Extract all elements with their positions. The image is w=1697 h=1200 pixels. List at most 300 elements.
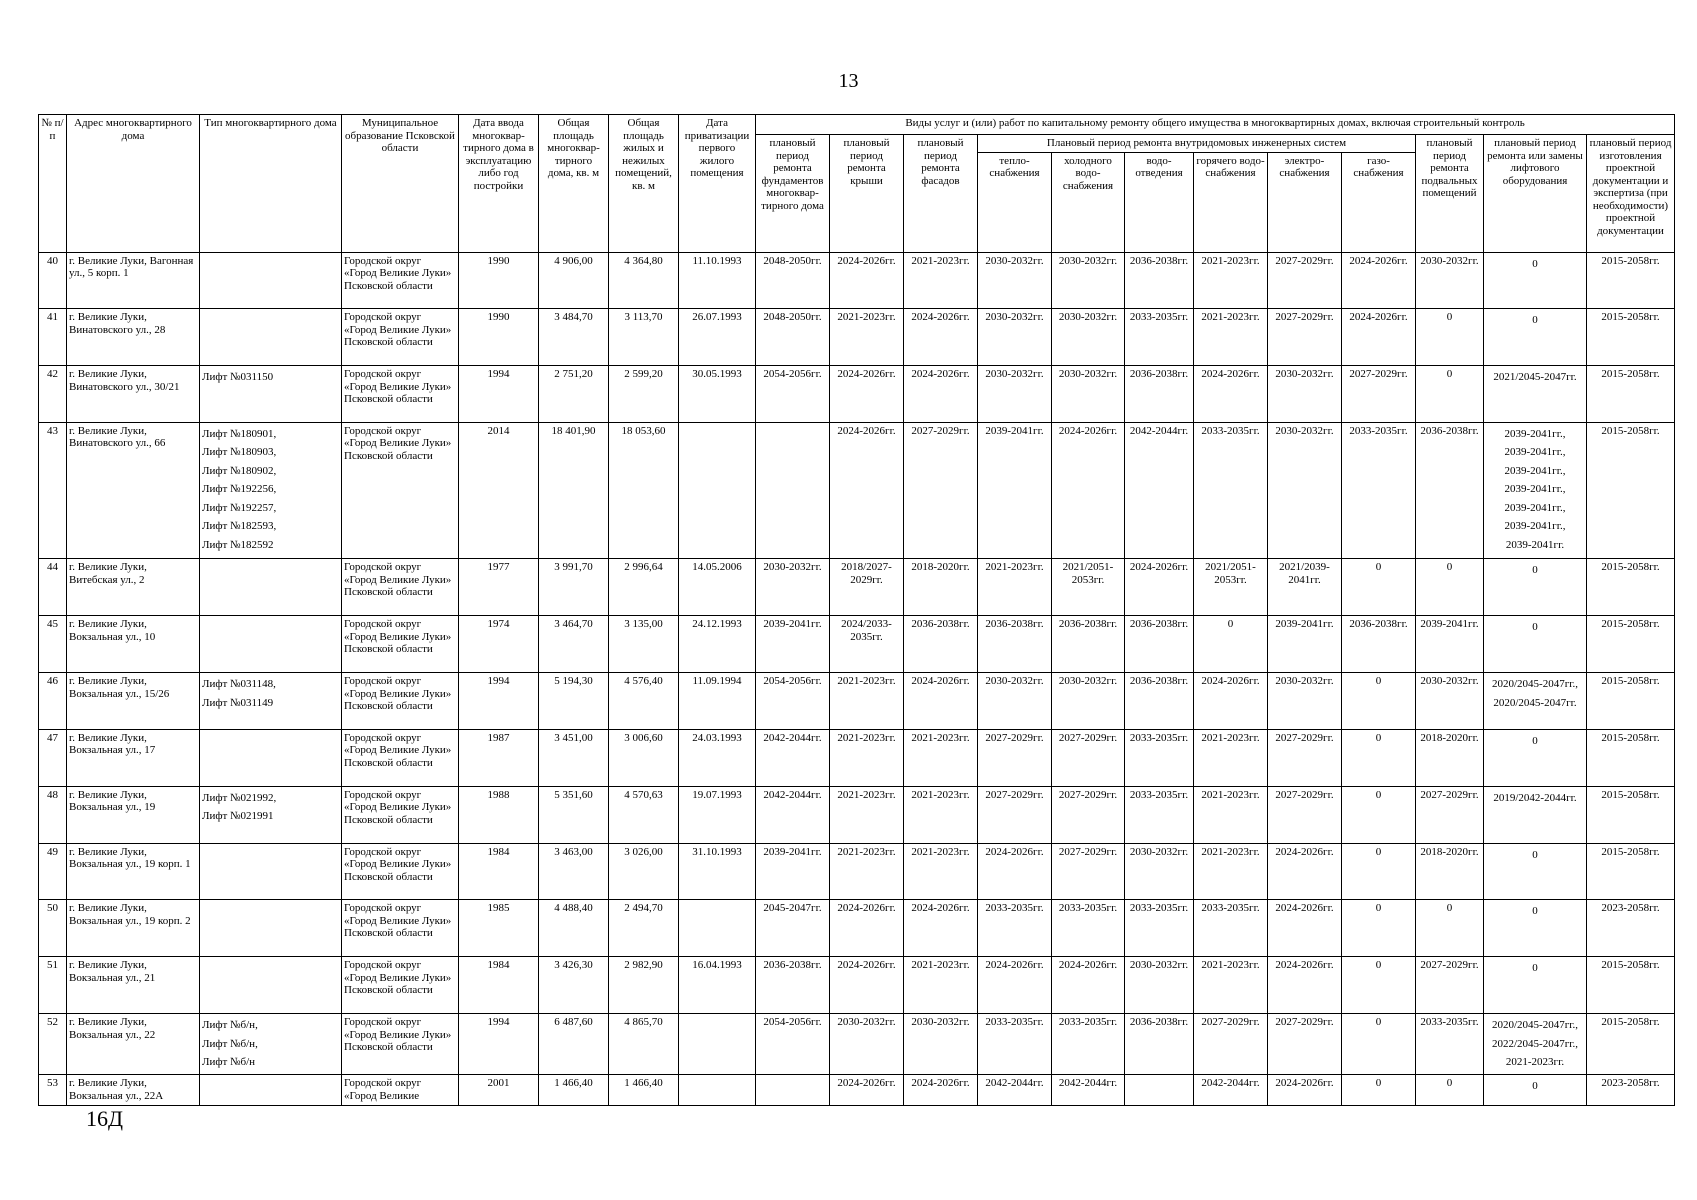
cold-water-period-cell: 2042-2044гг. (1052, 1075, 1125, 1106)
basement-period-cell: 2027-2029гг. (1416, 786, 1484, 843)
hot-water-period-cell: 2021-2023гг. (1194, 843, 1268, 900)
foundation-period-cell (756, 1075, 830, 1106)
cold-water-period-cell: 2021/2051-2053гг. (1052, 559, 1125, 616)
total-area-cell: 4 488,40 (539, 900, 609, 957)
address-cell: г. Великие Луки, Витебская ул., 2 (67, 559, 200, 616)
address-cell: г. Великие Луки, Вокзальная ул., 15/26 (67, 673, 200, 730)
cold-water-period-cell: 2030-2032гг. (1052, 309, 1125, 366)
cell-line: 2022/2045-2047гг., (1491, 1037, 1578, 1050)
table-row (39, 616, 1675, 673)
cell-line: 0 (1532, 257, 1538, 270)
design-period-cell: 2023-2058гг. (1587, 900, 1675, 957)
heat-supply-period-cell: 2030-2032гг. (978, 366, 1052, 423)
header-type: Тип многоквартирного дома (200, 115, 342, 253)
table-row (39, 422, 1675, 558)
total-area-cell: 1 466,40 (539, 1075, 609, 1106)
basement-period-cell: 0 (1416, 900, 1484, 957)
cold-water-period-cell: 2030-2032гг. (1052, 673, 1125, 730)
gas-period-cell: 0 (1342, 559, 1416, 616)
facade-period-cell: 2021-2023гг. (904, 843, 978, 900)
design-period-cell: 2015-2058гг. (1587, 422, 1675, 558)
commission-year-cell: 1985 (459, 900, 539, 957)
electric-period-cell: 2024-2026гг. (1268, 957, 1342, 1014)
design-period-cell: 2015-2058гг. (1587, 673, 1675, 730)
foundation-period-cell: 2042-2044гг. (756, 729, 830, 786)
roof-period-cell: 2024-2026гг. (830, 1075, 904, 1106)
facade-period-cell: 2024-2026гг. (904, 309, 978, 366)
row-number: 43 (39, 422, 67, 558)
cell-line: 0 (1532, 962, 1538, 975)
electric-period-cell: 2027-2029гг. (1268, 729, 1342, 786)
privatization-date-cell: 24.12.1993 (679, 616, 756, 673)
table-row (39, 1075, 1675, 1106)
total-area-cell: 6 487,60 (539, 1014, 609, 1075)
total-area-cell: 5 194,30 (539, 673, 609, 730)
gas-period-cell: 0 (1342, 957, 1416, 1014)
roof-period-cell: 2024-2026гг. (830, 366, 904, 423)
heat-supply-period-cell: 2030-2032гг. (978, 252, 1052, 309)
lift-period-cell (1484, 843, 1587, 900)
header-electric: электро-снабжения (1268, 152, 1342, 252)
electric-period-cell: 2027-2029гг. (1268, 1014, 1342, 1075)
municipality-cell: Городской округ «Город Великие Луки» Псковской области (342, 616, 459, 673)
design-period-cell: 2015-2058гг. (1587, 309, 1675, 366)
privatization-date-cell (679, 1014, 756, 1075)
drainage-period-cell: 2030-2032гг. (1125, 957, 1194, 1014)
privatization-date-cell: 11.09.1994 (679, 673, 756, 730)
hot-water-period-cell: 2021-2023гг. (1194, 252, 1268, 309)
electric-period-cell: 2039-2041гг. (1268, 616, 1342, 673)
cell-line: 2039-2041гг., (1504, 520, 1566, 533)
design-period-cell: 2015-2058гг. (1587, 957, 1675, 1014)
heat-supply-period-cell: 2021-2023гг. (978, 559, 1052, 616)
address-cell: г. Великие Луки, Вокзальная ул., 21 (67, 957, 200, 1014)
roof-period-cell: 2021-2023гг. (830, 843, 904, 900)
cold-water-period-cell: 2024-2026гг. (1052, 422, 1125, 558)
foundation-period-cell: 2054-2056гг. (756, 1014, 830, 1075)
address-cell: г. Великие Луки, Вокзальная ул., 19 корп. 1 (67, 843, 200, 900)
roof-period-cell: 2021-2023гг. (830, 309, 904, 366)
cell-line: 2021/2045-2047гг. (1493, 371, 1577, 384)
basement-period-cell: 2018-2020гг. (1416, 843, 1484, 900)
drainage-period-cell: 2036-2038гг. (1125, 366, 1194, 423)
house-type-cell (200, 422, 342, 558)
electric-period-cell: 2027-2029гг. (1268, 252, 1342, 309)
header-design: плановый период изготовления проектной документации и экспертиза (при необходимости) проектной документации (1587, 135, 1675, 253)
cell-line: 2039-2041гг., (1504, 464, 1566, 477)
heat-supply-period-cell: 2024-2026гг. (978, 843, 1052, 900)
table-row (39, 1014, 1675, 1075)
basement-period-cell: 2033-2035гг. (1416, 1014, 1484, 1075)
total-area-cell: 5 351,60 (539, 786, 609, 843)
header-foundation: плановый период ремонта фундаментов многоквар-тирного дома (756, 135, 830, 253)
house-type-cell (200, 1075, 342, 1106)
electric-period-cell: 2030-2032гг. (1268, 422, 1342, 558)
cell-line: 0 (1532, 564, 1538, 577)
total-area-cell: 3 484,70 (539, 309, 609, 366)
house-type-cell (200, 559, 342, 616)
header-works-group: Виды услуг и (или) работ по капитальному ремонту общего имущества в многоквартирных домах, включая строительный контроль (756, 115, 1675, 135)
municipality-cell: Городской округ «Город Великие Луки» Псковской области (342, 1014, 459, 1075)
address-cell: г. Великие Луки, Вокзальная ул., 19 (67, 786, 200, 843)
municipality-cell: Городской округ «Город Великие Луки» Псковской области (342, 422, 459, 558)
privatization-date-cell (679, 1075, 756, 1106)
header-drainage: водо-отведения (1125, 152, 1194, 252)
gas-period-cell: 0 (1342, 900, 1416, 957)
address-cell: г. Великие Луки, Вагонная ул., 5 корп. 1 (67, 252, 200, 309)
privatization-date-cell: 14.05.2006 (679, 559, 756, 616)
header-lift: плановый период ремонта или замены лифтового оборудования (1484, 135, 1587, 253)
privatization-date-cell (679, 422, 756, 558)
design-period-cell: 2015-2058гг. (1587, 786, 1675, 843)
header-engineering-group: Плановый период ремонта внутридомовых инженерных систем (978, 135, 1416, 153)
municipality-cell: Городской округ «Город Великие Луки» Псковской области (342, 673, 459, 730)
municipality-cell: Городской округ «Город Великие Луки» Псковской области (342, 559, 459, 616)
commission-year-cell: 1988 (459, 786, 539, 843)
row-number: 46 (39, 673, 67, 730)
hot-water-period-cell: 2024-2026гг. (1194, 673, 1268, 730)
cell-line: 2019/2042-2044гг. (1493, 791, 1577, 804)
privatization-date-cell (679, 900, 756, 957)
table-row (39, 559, 1675, 616)
roof-period-cell: 2024-2026гг. (830, 900, 904, 957)
commission-year-cell: 2001 (459, 1075, 539, 1106)
residential-area-cell: 2 494,70 (609, 900, 679, 957)
municipality-cell: Городской округ «Город Великие Луки» Псковской области (342, 843, 459, 900)
drainage-period-cell (1125, 1075, 1194, 1106)
cold-water-period-cell: 2030-2032гг. (1052, 366, 1125, 423)
cell-line: 2039-2041гг., (1504, 501, 1566, 514)
house-type-cell (200, 1014, 342, 1075)
address-cell: г. Великие Луки, Винатовского ул., 28 (67, 309, 200, 366)
house-type-cell (200, 900, 342, 957)
header-residential-area: Общая площадь жилых и нежилых помещений, кв. м (609, 115, 679, 253)
basement-period-cell: 0 (1416, 1075, 1484, 1106)
house-type-cell (200, 366, 342, 423)
house-type-cell (200, 252, 342, 309)
header-privatization-date: Дата приватизации первого жилого помещения (679, 115, 756, 253)
basement-period-cell: 0 (1416, 366, 1484, 423)
basement-period-cell: 2030-2032гг. (1416, 673, 1484, 730)
header-total-area: Общая площадь многоквар-тирного дома, кв. м (539, 115, 609, 253)
cold-water-period-cell: 2033-2035гг. (1052, 1014, 1125, 1075)
header-roof: плановый период ремонта крыши (830, 135, 904, 253)
facade-period-cell: 2021-2023гг. (904, 786, 978, 843)
privatization-date-cell: 19.07.1993 (679, 786, 756, 843)
heat-supply-period-cell: 2042-2044гг. (978, 1075, 1052, 1106)
lift-period-cell (1484, 957, 1587, 1014)
residential-area-cell: 4 865,70 (609, 1014, 679, 1075)
cell-line: Лифт №180903, (202, 446, 277, 459)
house-type-cell (200, 957, 342, 1014)
lift-period-cell (1484, 900, 1587, 957)
cold-water-period-cell: 2027-2029гг. (1052, 786, 1125, 843)
table-body (39, 252, 1675, 1106)
heat-supply-period-cell: 2027-2029гг. (978, 786, 1052, 843)
table-row (39, 957, 1675, 1014)
cell-line: Лифт №192256, (202, 483, 277, 496)
cell-line: 2020/2045-2047гг. (1493, 696, 1577, 709)
heat-supply-period-cell: 2024-2026гг. (978, 957, 1052, 1014)
privatization-date-cell: 24.03.1993 (679, 729, 756, 786)
row-number: 48 (39, 786, 67, 843)
row-number: 42 (39, 366, 67, 423)
house-type-cell (200, 616, 342, 673)
cell-line: 0 (1532, 734, 1538, 747)
header-gas: газо-снабжения (1342, 152, 1416, 252)
cell-line: 2020/2045-2047гг., (1491, 1019, 1578, 1032)
row-number: 40 (39, 252, 67, 309)
municipality-cell: Городской округ «Город Великие Луки» Псковской области (342, 366, 459, 423)
commission-year-cell: 1984 (459, 957, 539, 1014)
gas-period-cell: 0 (1342, 1075, 1416, 1106)
foundation-period-cell: 2054-2056гг. (756, 366, 830, 423)
drainage-period-cell: 2036-2038гг. (1125, 616, 1194, 673)
gas-period-cell: 2033-2035гг. (1342, 422, 1416, 558)
gas-period-cell: 0 (1342, 786, 1416, 843)
row-number: 52 (39, 1014, 67, 1075)
table-row (39, 729, 1675, 786)
cell-line: Лифт №180901, (202, 427, 277, 440)
facade-period-cell: 2021-2023гг. (904, 957, 978, 1014)
cold-water-period-cell: 2033-2035гг. (1052, 900, 1125, 957)
commission-year-cell: 1974 (459, 616, 539, 673)
cell-line: 2039-2041гг. (1505, 538, 1565, 551)
page-number: 13 (838, 70, 859, 92)
drainage-period-cell: 2024-2026гг. (1125, 559, 1194, 616)
cell-line: Лифт №031149 (202, 696, 274, 709)
cell-line: 2020/2045-2047гг., (1491, 678, 1578, 691)
lift-period-cell (1484, 786, 1587, 843)
hot-water-period-cell: 2021/2051-2053гг. (1194, 559, 1268, 616)
facade-period-cell: 2027-2029гг. (904, 422, 978, 558)
address-cell: г. Великие Луки, Вокзальная ул., 19 корп. 2 (67, 900, 200, 957)
cell-line: 0 (1532, 848, 1538, 861)
row-number: 50 (39, 900, 67, 957)
cell-line: Лифт №182593, (202, 520, 277, 533)
facade-period-cell: 2024-2026гг. (904, 366, 978, 423)
table-row (39, 252, 1675, 309)
roof-period-cell: 2021-2023гг. (830, 673, 904, 730)
heat-supply-period-cell: 2030-2032гг. (978, 673, 1052, 730)
cell-line: Лифт №180902, (202, 464, 277, 477)
gas-period-cell: 0 (1342, 673, 1416, 730)
design-period-cell: 2015-2058гг. (1587, 366, 1675, 423)
facade-period-cell: 2024-2026гг. (904, 900, 978, 957)
facade-period-cell: 2018-2020гг. (904, 559, 978, 616)
total-area-cell: 18 401,90 (539, 422, 609, 558)
lift-period-cell (1484, 673, 1587, 730)
lift-period-cell (1484, 1075, 1587, 1106)
design-period-cell: 2023-2058гг. (1587, 1075, 1675, 1106)
commission-year-cell: 2014 (459, 422, 539, 558)
municipality-cell: Городской округ «Город Великие (342, 1075, 459, 1106)
total-area-cell: 2 751,20 (539, 366, 609, 423)
address-cell: г. Великие Луки, Вокзальная ул., 22А (67, 1075, 200, 1106)
design-period-cell: 2015-2058гг. (1587, 616, 1675, 673)
residential-area-cell: 4 364,80 (609, 252, 679, 309)
facade-period-cell: 2024-2026гг. (904, 1075, 978, 1106)
hot-water-period-cell: 2021-2023гг. (1194, 957, 1268, 1014)
gas-period-cell: 0 (1342, 843, 1416, 900)
hot-water-period-cell: 2021-2023гг. (1194, 786, 1268, 843)
foundation-period-cell: 2030-2032гг. (756, 559, 830, 616)
gas-period-cell: 2024-2026гг. (1342, 309, 1416, 366)
table-row (39, 843, 1675, 900)
drainage-period-cell: 2033-2035гг. (1125, 729, 1194, 786)
address-cell: г. Великие Луки, Винатовского ул., 30/21 (67, 366, 200, 423)
cell-line: Лифт №021991 (202, 810, 274, 823)
design-period-cell: 2015-2058гг. (1587, 729, 1675, 786)
cell-line: Лифт №б/н (202, 1056, 256, 1069)
foundation-period-cell: 2048-2050гг. (756, 252, 830, 309)
basement-period-cell: 0 (1416, 559, 1484, 616)
facade-period-cell: 2021-2023гг. (904, 729, 978, 786)
heat-supply-period-cell: 2039-2041гг. (978, 422, 1052, 558)
cold-water-period-cell: 2027-2029гг. (1052, 729, 1125, 786)
address-cell: г. Великие Луки, Вокзальная ул., 17 (67, 729, 200, 786)
table-row (39, 673, 1675, 730)
commission-year-cell: 1987 (459, 729, 539, 786)
header-num: № п/п (39, 115, 67, 253)
header-facade: плановый период ремонта фасадов (904, 135, 978, 253)
lift-period-cell (1484, 1014, 1587, 1075)
residential-area-cell: 2 982,90 (609, 957, 679, 1014)
house-type-cell (200, 843, 342, 900)
cold-water-period-cell: 2024-2026гг. (1052, 957, 1125, 1014)
lift-period-cell (1484, 559, 1587, 616)
commission-year-cell: 1994 (459, 1014, 539, 1075)
basement-period-cell: 0 (1416, 309, 1484, 366)
facade-period-cell: 2024-2026гг. (904, 673, 978, 730)
lift-period-cell (1484, 422, 1587, 558)
hot-water-period-cell: 2027-2029гг. (1194, 1014, 1268, 1075)
heat-supply-period-cell: 2033-2035гг. (978, 1014, 1052, 1075)
cell-line: 0 (1532, 314, 1538, 327)
address-cell: г. Великие Луки, Винатовского ул., 66 (67, 422, 200, 558)
municipality-cell: Городской округ «Город Великие Луки» Псковской области (342, 957, 459, 1014)
cell-line: 2039-2041гг., (1504, 427, 1566, 440)
foundation-period-cell: 2045-2047гг. (756, 900, 830, 957)
design-period-cell: 2015-2058гг. (1587, 559, 1675, 616)
roof-period-cell: 2024/2033-2035гг. (830, 616, 904, 673)
hot-water-period-cell: 2033-2035гг. (1194, 900, 1268, 957)
row-number: 45 (39, 616, 67, 673)
foundation-period-cell: 2054-2056гг. (756, 673, 830, 730)
municipality-cell: Городской округ «Город Великие Луки» Псковской области (342, 729, 459, 786)
house-type-cell (200, 786, 342, 843)
privatization-date-cell: 11.10.1993 (679, 252, 756, 309)
cell-line: Лифт №031148, (202, 678, 276, 691)
table-row (39, 900, 1675, 957)
residential-area-cell: 4 570,63 (609, 786, 679, 843)
address-cell: г. Великие Луки, Вокзальная ул., 10 (67, 616, 200, 673)
commission-year-cell: 1990 (459, 309, 539, 366)
capital-repair-table (38, 114, 1675, 1106)
commission-year-cell: 1984 (459, 843, 539, 900)
drainage-period-cell: 2033-2035гг. (1125, 786, 1194, 843)
design-period-cell: 2015-2058гг. (1587, 843, 1675, 900)
row-number: 41 (39, 309, 67, 366)
electric-period-cell: 2024-2026гг. (1268, 1075, 1342, 1106)
lift-period-cell (1484, 252, 1587, 309)
gas-period-cell: 2024-2026гг. (1342, 252, 1416, 309)
basement-period-cell: 2036-2038гг. (1416, 422, 1484, 558)
cell-line: Лифт №б/н, (202, 1037, 258, 1050)
drainage-period-cell: 2036-2038гг. (1125, 252, 1194, 309)
header-basement: плановый период ремонта подвальных помещений (1416, 135, 1484, 253)
cell-line: 2021-2023гг. (1505, 1056, 1565, 1069)
header-commission-date: Дата ввода многоквар-тирного дома в эксплуатацию либо год постройки (459, 115, 539, 253)
basement-period-cell: 2027-2029гг. (1416, 957, 1484, 1014)
roof-period-cell: 2024-2026гг. (830, 422, 904, 558)
roof-period-cell: 2018/2027-2029гг. (830, 559, 904, 616)
total-area-cell: 3 463,00 (539, 843, 609, 900)
electric-period-cell: 2027-2029гг. (1268, 309, 1342, 366)
municipality-cell: Городской округ «Город Великие Луки» Псковской области (342, 309, 459, 366)
address-cell: г. Великие Луки, Вокзальная ул., 22 (67, 1014, 200, 1075)
foundation-period-cell: 2039-2041гг. (756, 616, 830, 673)
lift-period-cell (1484, 616, 1587, 673)
residential-area-cell: 3 026,00 (609, 843, 679, 900)
cold-water-period-cell: 2036-2038гг. (1052, 616, 1125, 673)
foundation-period-cell: 2042-2044гг. (756, 786, 830, 843)
drainage-period-cell: 2033-2035гг. (1125, 900, 1194, 957)
commission-year-cell: 1994 (459, 366, 539, 423)
row-number: 44 (39, 559, 67, 616)
heat-supply-period-cell: 2036-2038гг. (978, 616, 1052, 673)
electric-period-cell: 2024-2026гг. (1268, 843, 1342, 900)
electric-period-cell: 2021/2039-2041гг. (1268, 559, 1342, 616)
table-row (39, 366, 1675, 423)
commission-year-cell: 1994 (459, 673, 539, 730)
residential-area-cell: 4 576,40 (609, 673, 679, 730)
gas-period-cell: 0 (1342, 729, 1416, 786)
roof-period-cell: 2024-2026гг. (830, 252, 904, 309)
hot-water-period-cell: 2042-2044гг. (1194, 1075, 1268, 1106)
drainage-period-cell: 2036-2038гг. (1125, 673, 1194, 730)
design-period-cell: 2015-2058гг. (1587, 252, 1675, 309)
total-area-cell: 3 991,70 (539, 559, 609, 616)
heat-supply-period-cell: 2030-2032гг. (978, 309, 1052, 366)
residential-area-cell: 3 006,60 (609, 729, 679, 786)
facade-period-cell: 2021-2023гг. (904, 252, 978, 309)
residential-area-cell: 2 599,20 (609, 366, 679, 423)
electric-period-cell: 2024-2026гг. (1268, 900, 1342, 957)
electric-period-cell: 2027-2029гг. (1268, 786, 1342, 843)
roof-period-cell: 2030-2032гг. (830, 1014, 904, 1075)
lift-period-cell (1484, 309, 1587, 366)
table-row (39, 786, 1675, 843)
row-number: 49 (39, 843, 67, 900)
basement-period-cell: 2018-2020гг. (1416, 729, 1484, 786)
residential-area-cell: 3 135,00 (609, 616, 679, 673)
hot-water-period-cell: 2033-2035гг. (1194, 422, 1268, 558)
footer-code: 16Д (86, 1106, 124, 1131)
residential-area-cell: 2 996,64 (609, 559, 679, 616)
privatization-date-cell: 30.05.1993 (679, 366, 756, 423)
total-area-cell: 3 426,30 (539, 957, 609, 1014)
row-number: 53 (39, 1075, 67, 1106)
total-area-cell: 3 464,70 (539, 616, 609, 673)
roof-period-cell: 2024-2026гг. (830, 957, 904, 1014)
gas-period-cell: 2027-2029гг. (1342, 366, 1416, 423)
cold-water-period-cell: 2027-2029гг. (1052, 843, 1125, 900)
row-number: 51 (39, 957, 67, 1014)
header-heat: тепло-снабжения (978, 152, 1052, 252)
table-row (39, 309, 1675, 366)
total-area-cell: 4 906,00 (539, 252, 609, 309)
